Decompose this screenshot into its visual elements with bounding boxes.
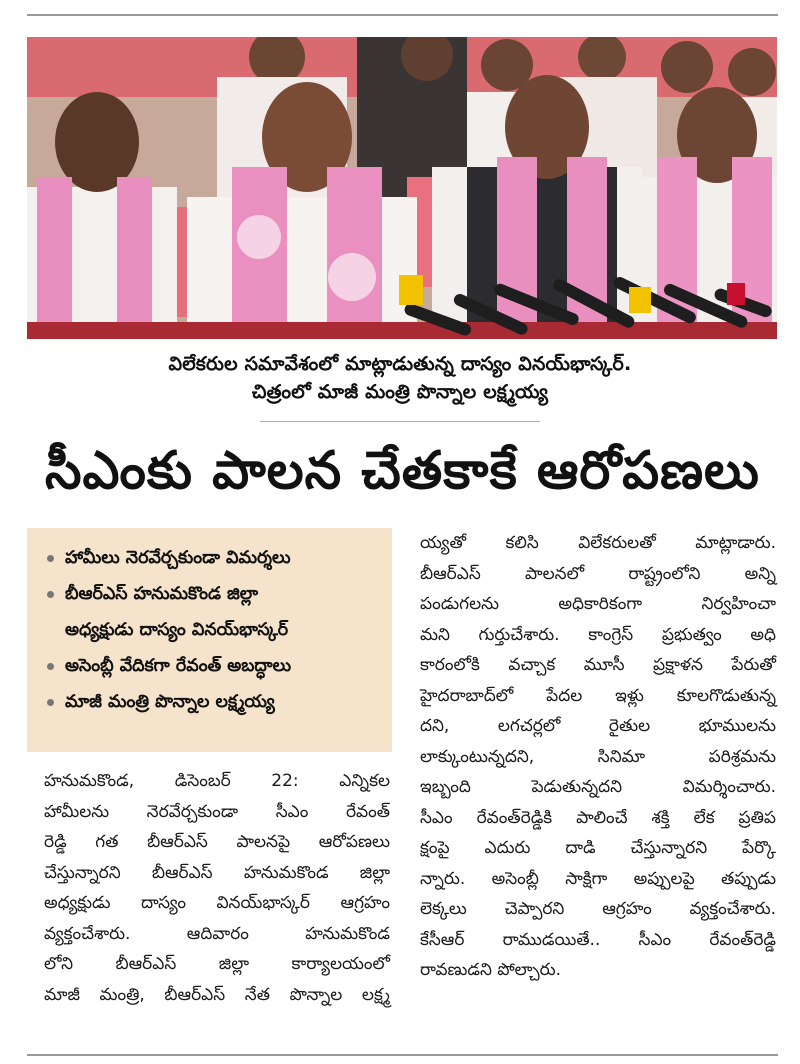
body-line: పండుగలను అధికారికంగా నిర్వహించా [420,594,776,614]
bullet-icon [47,663,54,670]
body-line: మాజీ మంత్రి, బీఆర్‌ఎస్ నేత పొన్నాల లక్ష్మ [44,984,390,1005]
body-line: హనుమకొండ, డిసెంబర్ 22: ఎన్నికల [44,771,390,791]
press-meet-photo [27,37,777,339]
body-line: రావణుడని పోల్చారు. [420,960,562,980]
body-line: బీఆర్‌ఎస్ పాలనలో రాష్ట్రంలోని అన్ని [420,563,776,584]
highlight-text: బీఆర్‌ఎస్ హనుమకొండ జిల్లా [65,584,259,604]
article-body-right [420,528,776,986]
body-line: య్యతో కలిసి విలేకరులతో మాట్లాడారు. [420,533,776,553]
body-line: రెడ్డి గత బీఆర్‌ఎస్ పాలనపై ఆరోపణలు [44,832,390,852]
article-body-left [44,766,390,1010]
highlight-text: అసెంబ్లీ వేదికగా రేవంత్ అబద్ధాలు [65,656,292,676]
bullet-icon [47,699,54,706]
photo-caption [60,350,740,406]
body-line: న్నారు. అసెంబ్లీ సాక్షిగా అప్పులపై తప్పుడు [420,868,776,889]
body-line: హామీలను నెరవేర్చకుండా సీఎం రేవంత్ [44,801,390,822]
body-line: లెక్కలు చెప్పారని ఆగ్రహం వ్యక్తంచేశారు. [420,899,776,919]
body-line: లాక్కుంటున్నదని, సినిమా పరిశ్రమను [420,746,776,767]
headline: సీఎంకు పాలన చేతకాకే ఆరోపణలు [45,441,760,501]
caption-line-2: చిత్రంలో మాజీ మంత్రి పొన్నాల లక్ష్మయ్య [251,381,549,403]
body-line: దని, లగచర్లలో రైతుల భూములను [420,716,776,736]
body-line: కారంలోకి వచ్చాక మూసీ ప్రక్షాళన పేరుతో [420,655,776,675]
highlight-item [45,648,382,684]
highlights-box [27,528,392,752]
body-line: వ్యక్తంచేశారు. ఆదివారం హనుమకొండ [44,923,390,944]
body-line: హైదరాబాద్‌లో పేదల ఇళ్లు కూలగొడుతున్న [420,685,776,706]
highlight-text: మాజీ మంత్రి పొన్నాల లక్ష్మయ్య [65,692,275,712]
bottom-rule [27,1054,778,1056]
body-line: అధ్యక్షుడు దాస్యం వినయ్‌భాస్కర్ ఆగ్రహం [44,893,390,913]
body-line: సీఎం రేవంత్‌రెడ్డికి పాలించే శక్తి లేక ప్రతిప [420,807,776,828]
body-line: లోని బీఆర్‌ఎస్ జిల్లా కార్యాలయంలో [44,954,390,974]
body-line: కేసీఆర్ రాముడయితే.. సీఎం రేవంత్‌రెడ్డి [420,929,776,950]
body-line: క్షంపై ఎదురు దాడి చేస్తున్నారని పేర్కొ [420,838,776,858]
body-line: ఇబ్బంది పెడుతున్నదని విమర్శించారు. [420,777,776,797]
caption-rule [260,421,540,422]
press-meet-photo-drawing [27,37,777,339]
caption-line-1: విలేకరుల సమావేశంలో మాట్లాడుతున్న దాస్యం వినయ్‌భాస్కర్. [168,353,632,375]
highlight-text-continued: అధ్యక్షుడు దాస్యం వినయ్‌భాస్కర్ [65,620,289,640]
bullet-icon [47,591,54,598]
highlight-text: హామీలు నెరవేర్చకుండా విమర్శలు [65,548,291,568]
body-line: మని గుర్తుచేశారు. కాంగ్రెస్ ప్రభుత్వం అధి [420,624,776,645]
highlights-list [45,540,382,720]
highlight-item [45,576,382,648]
body-line: చేస్తున్నారని బీఆర్‌ఎస్ హనుమకొండ జిల్లా [44,862,390,883]
highlight-item [45,540,382,576]
highlight-item [45,684,382,720]
top-rule [27,14,778,16]
bullet-icon [47,555,54,562]
